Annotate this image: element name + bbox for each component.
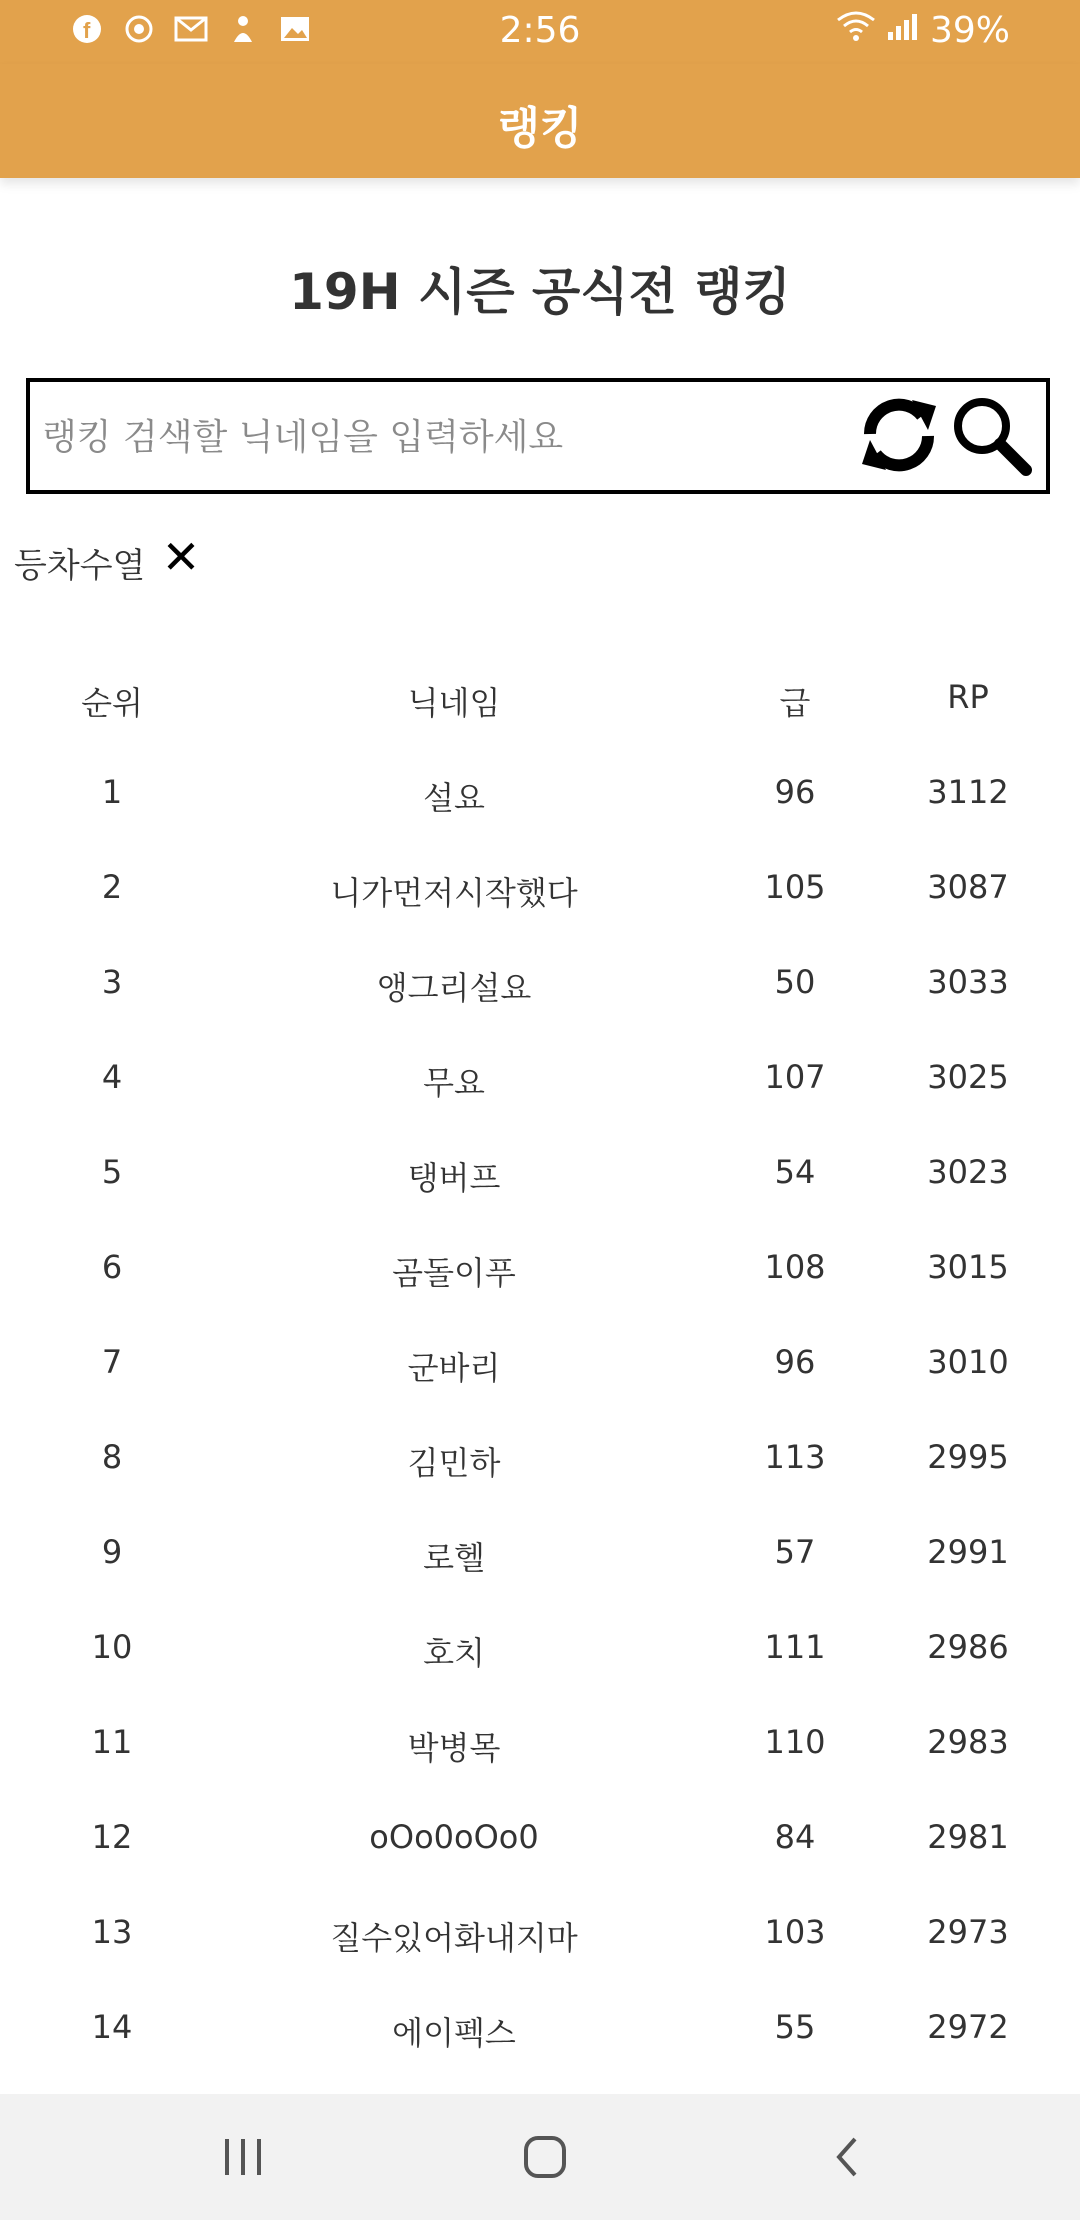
rp-cell: 2995 bbox=[927, 1438, 1009, 1476]
nickname-cell: 질수있어화내지마 bbox=[330, 1919, 578, 1957]
rp-cell: 3015 bbox=[927, 1248, 1009, 1286]
rank-cell: 1 bbox=[101, 773, 123, 811]
rank-cell: 8 bbox=[101, 1438, 123, 1476]
rp-cell: 3033 bbox=[927, 963, 1009, 1001]
table-row bbox=[0, 747, 1080, 842]
nickname-cell: oOo0oOo0 bbox=[369, 1818, 539, 1856]
rp-cell: 2972 bbox=[927, 2008, 1009, 2046]
table-row bbox=[0, 1792, 1080, 1887]
page-title: 19H 시즌 공식전 랭킹 bbox=[289, 263, 791, 321]
rp-cell: 3023 bbox=[927, 1153, 1009, 1191]
nickname-cell: 호치 bbox=[423, 1634, 485, 1672]
rank-cell: 6 bbox=[101, 1248, 123, 1286]
nickname-cell: 무요 bbox=[423, 1064, 485, 1102]
rp-cell: 3010 bbox=[927, 1343, 1009, 1381]
rp-cell: 3087 bbox=[927, 868, 1009, 906]
grade-cell: 108 bbox=[764, 1248, 826, 1286]
refresh-button[interactable] bbox=[856, 392, 942, 478]
search-icon bbox=[948, 392, 1034, 478]
grade-cell: 50 bbox=[774, 963, 816, 1001]
header-nickname: 닉네임 bbox=[407, 684, 501, 722]
table-row bbox=[0, 1507, 1080, 1602]
status-time: 2:56 bbox=[499, 10, 581, 51]
status-right bbox=[836, 10, 1010, 51]
recent-apps-icon bbox=[221, 2137, 265, 2177]
table-row bbox=[0, 1412, 1080, 1507]
table-row bbox=[0, 842, 1080, 937]
table-row bbox=[0, 1222, 1080, 1317]
ranking-table bbox=[0, 652, 1080, 2077]
nickname-cell: 앵그리설요 bbox=[376, 969, 532, 1007]
table-header bbox=[0, 652, 1080, 747]
refresh-icon bbox=[856, 392, 942, 478]
rank-cell: 11 bbox=[91, 1723, 133, 1761]
rank-cell: 13 bbox=[91, 1913, 133, 1951]
recent-apps-button[interactable] bbox=[208, 2127, 278, 2187]
header-grade: 급 bbox=[779, 684, 811, 722]
rp-cell: 2981 bbox=[927, 1818, 1009, 1856]
grade-cell: 110 bbox=[764, 1723, 826, 1761]
grade-cell: 105 bbox=[764, 868, 826, 906]
battery-level: 39% bbox=[929, 10, 1010, 51]
header-rank: 순위 bbox=[81, 684, 143, 722]
rp-cell: 2986 bbox=[927, 1628, 1009, 1666]
sort-label: 등차수열 bbox=[14, 546, 146, 586]
rank-cell: 12 bbox=[91, 1818, 133, 1856]
rp-cell: 2983 bbox=[927, 1723, 1009, 1761]
table-row bbox=[0, 1127, 1080, 1222]
nickname-cell: 니가먼저시작했다 bbox=[330, 874, 578, 912]
sort-close-button[interactable] bbox=[156, 530, 206, 584]
grade-cell: 84 bbox=[774, 1818, 816, 1856]
nickname-cell: 에이펙스 bbox=[392, 2014, 516, 2052]
table-row bbox=[0, 1887, 1080, 1982]
grade-cell: 55 bbox=[774, 2008, 816, 2046]
rank-cell: 4 bbox=[101, 1058, 123, 1096]
table-row bbox=[0, 1317, 1080, 1412]
grade-cell: 57 bbox=[774, 1533, 816, 1571]
rank-cell: 14 bbox=[91, 2008, 133, 2046]
back-icon bbox=[827, 2133, 867, 2181]
grade-cell: 54 bbox=[774, 1153, 816, 1191]
rp-cell: 3112 bbox=[927, 773, 1009, 811]
rp-cell: 2973 bbox=[927, 1913, 1009, 1951]
close-icon: ✕ bbox=[161, 530, 201, 584]
table-row bbox=[0, 1602, 1080, 1697]
rp-cell: 2991 bbox=[927, 1533, 1009, 1571]
home-button[interactable] bbox=[510, 2127, 580, 2187]
grade-cell: 103 bbox=[764, 1913, 826, 1951]
svg-text:f: f bbox=[83, 18, 91, 43]
rank-cell: 3 bbox=[101, 963, 123, 1001]
nickname-cell: 로헬 bbox=[423, 1539, 485, 1577]
rank-cell: 10 bbox=[91, 1628, 133, 1666]
search-button[interactable] bbox=[948, 392, 1034, 478]
grade-cell: 96 bbox=[774, 773, 816, 811]
nickname-cell: 박병목 bbox=[407, 1729, 501, 1767]
rank-cell: 9 bbox=[101, 1533, 123, 1571]
grade-cell: 96 bbox=[774, 1343, 816, 1381]
nickname-cell: 설요 bbox=[423, 779, 485, 817]
table-row bbox=[0, 1697, 1080, 1792]
grade-cell: 111 bbox=[764, 1628, 826, 1666]
table-row bbox=[0, 1982, 1080, 2077]
search-box bbox=[26, 378, 1050, 494]
nickname-cell: 김민하 bbox=[407, 1444, 501, 1482]
app-title: 랭킹 bbox=[497, 103, 583, 154]
signal-icon bbox=[886, 10, 920, 51]
home-icon bbox=[521, 2133, 569, 2181]
rank-cell: 7 bbox=[101, 1343, 123, 1381]
nickname-cell: 탱버프 bbox=[407, 1159, 501, 1197]
rank-cell: 2 bbox=[101, 868, 123, 906]
wifi-icon bbox=[836, 10, 876, 51]
back-button[interactable] bbox=[812, 2127, 882, 2187]
rank-cell: 5 bbox=[101, 1153, 123, 1191]
nickname-cell: 곰돌이푸 bbox=[392, 1254, 516, 1292]
header-rp: RP bbox=[947, 678, 989, 716]
table-row bbox=[0, 1032, 1080, 1127]
status-bar bbox=[0, 0, 1080, 64]
grade-cell: 107 bbox=[764, 1058, 826, 1096]
table-row bbox=[0, 937, 1080, 1032]
app-bar bbox=[0, 64, 1080, 178]
grade-cell: 113 bbox=[764, 1438, 826, 1476]
rp-cell: 3025 bbox=[927, 1058, 1009, 1096]
navigation-bar bbox=[0, 2094, 1080, 2220]
search-input[interactable] bbox=[40, 398, 864, 476]
nickname-cell: 군바리 bbox=[407, 1349, 501, 1387]
